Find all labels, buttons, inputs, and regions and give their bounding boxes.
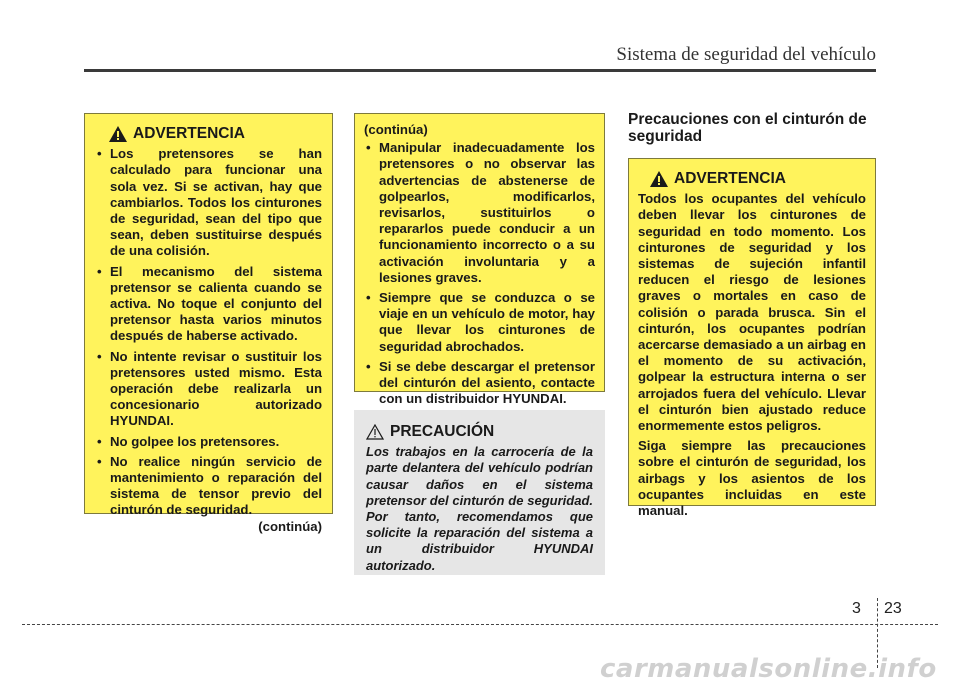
- warning-paragraph: Siga siempre las precauciones sobre el cinturón de seguridad, los airbags y los asientos de los ocupantes incluidas en este manual.: [638, 438, 866, 519]
- list-item: • El mecanismo del sistema pretensor se calienta cuando se activa. No toque el conjunto del pretensor hasta varios minutos después de haberse activado.: [95, 264, 322, 345]
- list-item: • Los pretensores se han calculado para funcionar una sola vez. Si se activan, hay que cambiarlos. Todos los cinturones de seguridad, sean del tipo que sean, deben sustituirse después de una colisión.: [95, 146, 322, 259]
- warning-box-header: [109, 126, 322, 142]
- section-heading: Precauciones con el cinturón de seguridad: [628, 111, 867, 145]
- list-item: • Si se debe descargar el pretensor del cinturón del asiento, contacte con un distribuidor HYUNDAI.: [364, 359, 595, 408]
- page-number: 23: [884, 600, 902, 617]
- header-rule: [84, 69, 876, 72]
- list-item: • Manipular inadecuadamente los pretensores o no observar las advertencias de abstenerse de golpearlos, modificarlos, revisarlos, sustituirlos o repararlos puede conducir a un funcionamiento incorrecto o a su activación involuntaria y a lesiones graves.: [364, 140, 595, 286]
- warning-box-seatbelt: [628, 158, 876, 519]
- warning-box-continued: [354, 113, 605, 407]
- caution-box-header: [366, 424, 593, 440]
- warning-heading: ADVERTENCIA: [674, 170, 786, 187]
- caution-box: [354, 410, 605, 575]
- section-number: 3: [852, 600, 861, 617]
- watermark: carmanualsonline.info: [600, 654, 937, 684]
- list-item: • No golpee los pretensores.: [95, 434, 322, 450]
- list-item: • Siempre que se conduzca o se viaje en un vehículo de motor, hay que llevar los cinturones de seguridad abrochados.: [364, 290, 595, 355]
- page-header-title: Sistema de seguridad del vehículo: [616, 44, 876, 65]
- caution-triangle-icon: [366, 424, 384, 440]
- warning-box-pretensioners: [84, 113, 333, 534]
- continued-label: (continúa): [364, 122, 428, 137]
- warning-triangle-icon: [109, 126, 127, 142]
- warning-heading: ADVERTENCIA: [133, 125, 245, 142]
- warning-list: [95, 146, 322, 518]
- list-item: • No realice ningún servicio de mantenimiento o reparación del sistema de tensor previo del cinturón de seguridad.: [95, 454, 322, 519]
- continued-label: (continúa): [258, 518, 322, 534]
- warning-box-header: [650, 171, 866, 187]
- list-item: • No intente revisar o sustituir los pretensores usted mismo. Esta operación debe realizarla un concesionario autorizado HYUNDAI.: [95, 349, 322, 430]
- warning-paragraph: Todos los ocupantes del vehículo deben llevar los cinturones de seguridad en todo momento. Los cinturones de seguridad y los sistemas de sujeción infantil reducen el riesgo de lesiones graves o mortales en caso de colisión o parada brusca. Sin el cinturón, los ocupantes podrían acercarse demasiado a un airbag en el momento de su activación, golpear la estructura interna o ser arrojados fuera del vehículo. Llevar el cinturón bien ajustado reduce enormemente estos peligros.: [638, 191, 866, 434]
- warning-list: [364, 140, 595, 407]
- footer-dashed-rule: [22, 624, 938, 625]
- warning-triangle-icon: [650, 171, 668, 187]
- caution-text: Los trabajos en la carrocería de la parte delantera del vehículo podrían causar daños en el sistema pretensor del cinturón de seguridad. Por tanto, recomendamos que solicite la reparación del sistema a un distribuidor HYUNDAI autorizado.: [366, 444, 593, 573]
- caution-heading: PRECAUCIÓN: [390, 423, 495, 440]
